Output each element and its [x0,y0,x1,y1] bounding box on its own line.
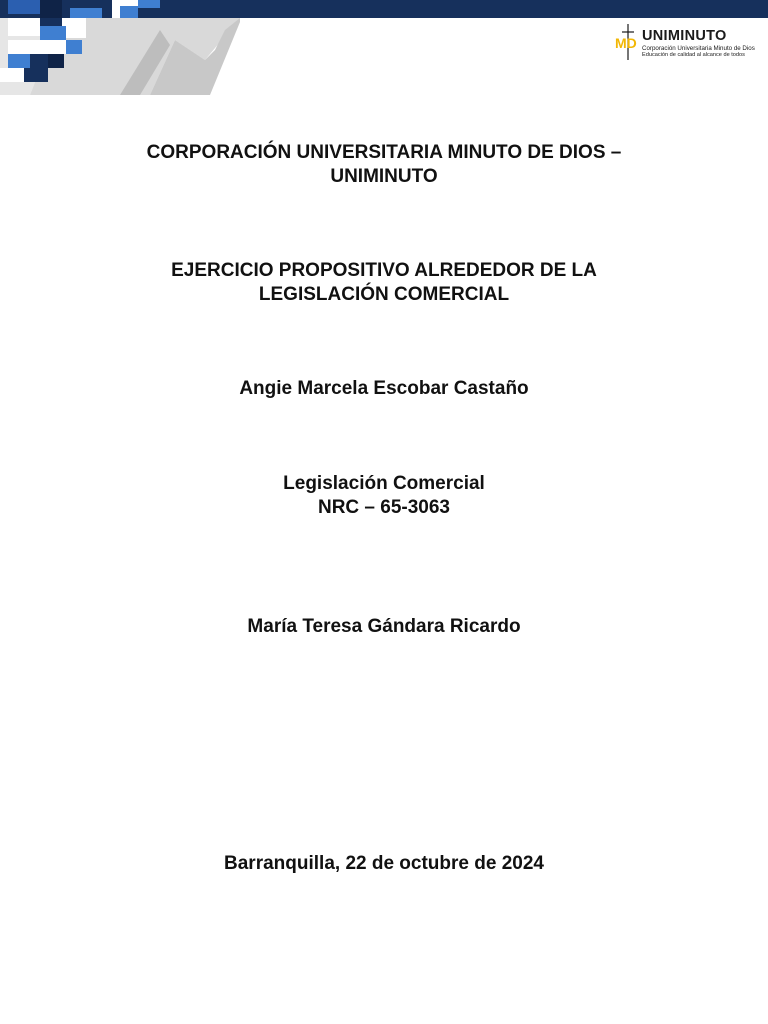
place-and-date: Barranquilla, 22 de octubre de 2024 [224,853,544,874]
author-name: Angie Marcela Escobar Castaño [239,378,529,399]
uniminuto-logo [614,22,760,62]
document-title [84,259,684,307]
institution-line-1: CORPORACIÓN UNIVERSITARIA MINUTO DE DIOS – [146,142,622,163]
institution-name [84,141,684,189]
logo-tagline: Educación de calidad al alcance de todos [642,52,745,58]
decorative-corner-pattern [0,0,240,100]
course-info [84,472,684,520]
title-line-1: EJERCICIO PROPOSITIVO ALREDEDOR DE LA [171,260,597,281]
logo-subtitle: Corporación Universitaria Minuto de Dios [642,45,755,52]
course-name: Legislación Comercial [283,473,485,494]
logo-wordmark: UNIMINUTO [642,28,727,44]
professor-name: María Teresa Gándara Ricardo [247,616,521,637]
md-monogram-text: MD [615,35,637,51]
title-line-2: LEGISLACIÓN COMERCIAL [258,284,510,305]
institution-line-2: UNIMINUTO [330,166,438,187]
md-monogram-icon [614,22,642,62]
course-nrc: NRC – 65-3063 [317,497,451,518]
